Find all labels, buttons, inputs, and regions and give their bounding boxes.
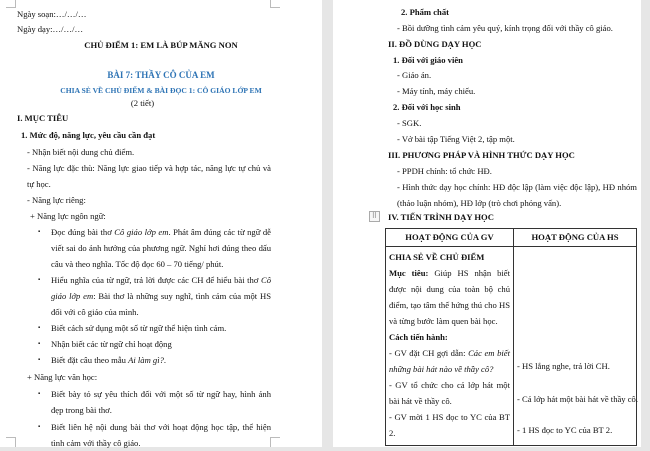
document-page-left: [0, 0, 322, 447]
teacher-step: - GV tổ chức cho cả lớp hát một bài hát về thầy cô.: [389, 380, 510, 406]
list-item: ▪ Biết bày tỏ sự yêu thích đối với một số từ ngữ hay, hình ảnh đẹp trong bài thơ.: [51, 386, 271, 418]
cell-title: CHIA SẺ VỀ CHỦ ĐIỂM: [389, 252, 485, 262]
paragraph: - Bồi dưỡng tình cảm yêu quý, kính trọng đối với thầy cô giáo.: [397, 23, 613, 33]
student-activity-cell: [514, 247, 637, 446]
page-gap: [641, 0, 650, 447]
list-heading: + Năng lực văn học:: [27, 372, 98, 382]
paragraph: - Hình thức dạy học chính: HĐ độc lập (làm việc độc lập), HĐ nhóm (thảo luận nhóm), HĐ lớp (trò chơi phỏng vấn).: [397, 182, 637, 208]
section-heading: II. ĐỒ DÙNG DẠY HỌC: [388, 39, 482, 49]
list-item: ▪ Đọc đúng bài thơ Cô giáo lớp em. Phát âm đúng các từ ngữ dễ viết sai do ảnh hưởng của phương ngữ. Nghỉ hơi đúng theo dấu câu và theo nghĩa. Tốc độ đọc 60 – 70 tiếng/ phút.: [51, 224, 271, 272]
paragraph: - Năng lực riêng:: [27, 195, 86, 205]
crop-mark: [6, 0, 16, 8]
goal-text: Mục tiêu: Giúp HS nhận biết được nội dung của toàn bộ chủ điểm, tạo tâm thế hứng thú cho HS và từng bước làm quen bài học.: [389, 268, 510, 326]
paragraph: - PPDH chính: tổ chức HĐ.: [397, 166, 492, 176]
table-header-row: [386, 229, 637, 247]
teacher-step: - GV mời 1 HS đọc to YC của BT 2.: [389, 412, 510, 438]
column-header: HOẠT ĐỘNG CỦA HS: [514, 229, 637, 247]
student-step: - HS lắng nghe, trả lời CH.: [517, 361, 610, 371]
crop-mark: [270, 437, 280, 447]
section-heading: III. PHƯƠNG PHÁP VÀ HÌNH THỨC DẠY HỌC: [388, 150, 575, 160]
table-row: [386, 247, 637, 446]
lesson-activity-table: [385, 228, 637, 446]
paragraph: - Vở bài tập Tiếng Việt 2, tập một.: [397, 134, 515, 144]
crop-mark: [6, 437, 16, 447]
duration: (2 tiết): [130, 98, 155, 108]
lesson-title: BÀI 7: THẦY CÔ CỦA EM: [107, 70, 215, 80]
subsection-heading: 2. Đối với học sinh: [393, 102, 461, 112]
method-label: Cách tiến hành:: [389, 332, 448, 342]
subsection-heading: 2. Phẩm chất: [401, 7, 449, 17]
paragraph: - Nhận biết nội dung chủ điểm.: [27, 147, 135, 157]
paragraph: - SGK.: [397, 118, 422, 128]
lesson-subtitle: CHIA SẺ VỀ CHỦ ĐIỂM & BÀI ĐỌC 1: CÔ GIÁO LỚP EM: [60, 86, 262, 95]
theme-title: CHỦ ĐIỂM 1: EM LÀ BÚP MĂNG NON: [84, 40, 238, 50]
student-step: - 1 HS đọc to YC của BT 2.: [517, 425, 613, 435]
date-taught: Ngày dạy:…/…/…: [17, 24, 84, 34]
document-page-right: [333, 0, 650, 447]
table-move-handle-icon[interactable]: ⠿: [369, 211, 380, 222]
subsection-heading: 1. Mức độ, năng lực, yêu cầu cần đạt: [21, 130, 156, 140]
teacher-activity-cell: [386, 247, 514, 446]
column-header: HOẠT ĐỘNG CỦA GV: [386, 229, 514, 247]
crop-mark: [270, 0, 280, 8]
paragraph: - Máy tính, máy chiếu.: [397, 86, 476, 96]
list-item: ▪ Biết liên hệ nội dung bài thơ với hoạt động học tập, thể hiện tình cảm với thầy cô giáo.: [51, 419, 271, 451]
list-item: ▪ Hiểu nghĩa của từ ngữ, trả lời được các CH để hiểu bài thơ Cô giáo lớp em: Bài thơ là những suy nghĩ, tình cảm của một HS đối với cô giáo của mình.: [51, 272, 271, 320]
date-prepared: Ngày soạn:…/…/…: [17, 9, 87, 19]
student-step: - Cả lớp hát một bài hát về thầy cô.: [517, 394, 639, 404]
subsection-heading: 1. Đối với giáo viên: [393, 55, 463, 65]
list-item: ▪ Nhận biết các từ ngữ chỉ hoạt động: [51, 336, 271, 352]
list-item: ▪ Biết đặt câu theo mẫu Ai làm gì?.: [51, 352, 271, 368]
paragraph: - Giáo án.: [397, 70, 432, 80]
teacher-step: - GV đặt CH gợi dẫn: Các em biết những bài hát nào về thầy cô?: [389, 348, 510, 374]
paragraph: - Năng lực đặc thù: Năng lực giao tiếp và hợp tác, năng lực tự chủ và tự học.: [27, 163, 271, 189]
list-item: ▪ Biết cách sử dụng một số từ ngữ thể hiện tình cảm.: [51, 320, 271, 336]
list-heading: + Năng lực ngôn ngữ:: [30, 211, 106, 221]
section-heading: I. MỤC TIÊU: [17, 113, 69, 123]
section-heading: IV. TIẾN TRÌNH DẠY HỌC: [388, 212, 494, 222]
